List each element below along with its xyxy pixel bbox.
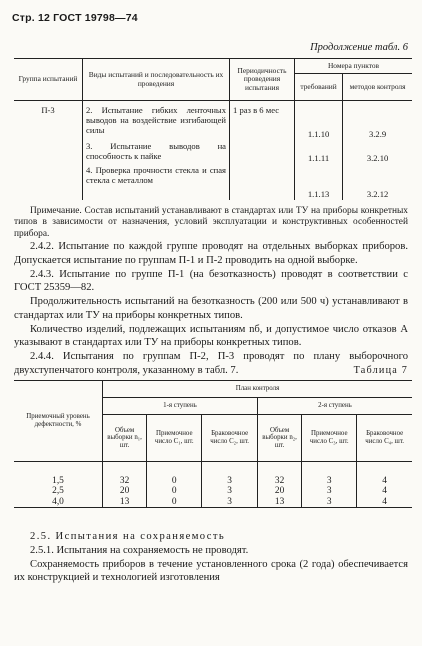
text-block	[14, 240, 408, 378]
requirement-ref: 1.1.10	[307, 129, 330, 139]
table-row: 2,5 20 0 3 20 3 4	[14, 486, 412, 496]
stage-2-header: 2-я ступень	[257, 398, 412, 415]
table-continuation-label: Продолжение табл. 6	[310, 42, 408, 53]
table-6	[14, 58, 412, 200]
row-tests	[83, 101, 230, 201]
requirement-ref: 1.1.13	[307, 189, 330, 199]
row-methods	[343, 101, 412, 201]
stage-1-header: 1-я ступень	[103, 398, 258, 415]
col-c4-header: Браковочное число C₄, шт.	[357, 415, 412, 462]
col-group-header: Группа испытаний	[14, 59, 83, 101]
paragraph-2-4-2: 2.4.2. Испытание по каждой группе проводят на отдельных выборках приборов. Допускается испытание по группам П-1 и П-2 проводить на одной выборке.	[14, 241, 408, 266]
col-c2-header: Браковочное число C₂, шт.	[202, 415, 258, 462]
paragraph-2-4-3: 2.4.3. Испытание по группе П-1 (на безотказность) проводят в соответствии с ГОСТ 25359—82.	[14, 268, 408, 294]
requirement-ref: 1.1.11	[307, 153, 330, 163]
table-7-label: Таблица 7	[353, 365, 408, 376]
paragraph-2-4-4: 2.4.4. Испытания по группам П-2, П-3 проводят по плану выборочного двухступенчатого контроля, указанному в табл. 7.	[14, 351, 408, 376]
acceptance-level-header: Приемочный уровень дефектности, %	[14, 381, 103, 462]
row-periodicity: 1 раз в 6 мес	[230, 101, 295, 201]
test-item: 4. Проверка прочности стекла и спая стекла с металлом	[86, 165, 226, 186]
col-periodicity-header: Периодичность проведения испытания	[230, 59, 295, 101]
table-row: 4,0 13 0 3 13 3 4	[14, 497, 412, 508]
col-kinds-header: Виды испытаний и последовательность их проведения	[83, 59, 230, 101]
paragraph-storage: Сохраняемость приборов в течение установленного срока (2 года) обеспечивается их конструкцией и технологией изготовления	[14, 558, 408, 584]
col-n2-header: Объем выборки n₂, шт.	[257, 415, 301, 462]
section-title: 2.5. Испытания на сохраняемость	[30, 531, 226, 542]
paragraph-duration: Продолжительность испытаний на безотказность (200 или 500 ч) устанавливают в стандартах или ТУ на приборы конкретных типов.	[14, 296, 408, 321]
col-n1-header: Объем выборки n₁, шт.	[103, 415, 147, 462]
page-header: Стр. 12 ГОСТ 19798—74	[12, 12, 138, 24]
col-points-header: Номера пунктов	[295, 59, 413, 74]
col-methods-header: методов контроля	[343, 74, 412, 101]
test-item: 2. Испытание гибких ленточных выводов на воздействие изгибающей силы	[86, 105, 226, 136]
section-2-5	[14, 530, 408, 585]
plan-header: План контроля	[103, 381, 413, 398]
row-requirements	[295, 101, 343, 201]
test-item: 3. Испытание выводов на способность к пайке	[86, 141, 226, 162]
paragraph-2-5-1: 2.5.1. Испытания на сохраняемость не проводят.	[30, 544, 249, 556]
paragraph-count: Количество изделий, подлежащих испытаниям nб, и допустимое число отказов A указывают в стандартах или ТУ на приборы конкретных типов.	[14, 323, 408, 349]
table-row: 1,5 32 0 3 32 3 4	[14, 476, 412, 486]
note: Примечание. Состав испытаний устанавливают в стандартах или ТУ на приборы конкретных типов в зависимости от назначения, условий эксплуатации и конструктивных особенностей прибора.	[14, 206, 408, 239]
method-ref: 3.2.10	[366, 153, 389, 163]
table-7	[14, 380, 412, 508]
row-group: П-3	[41, 105, 55, 115]
method-ref: 3.2.9	[368, 129, 387, 139]
col-c3-header: Приемочное число C₃, шт.	[302, 415, 357, 462]
col-c1-header: Приемочное число C₁, шт.	[147, 415, 202, 462]
col-requirements-header: требований	[295, 74, 343, 101]
method-ref: 3.2.12	[366, 189, 389, 199]
